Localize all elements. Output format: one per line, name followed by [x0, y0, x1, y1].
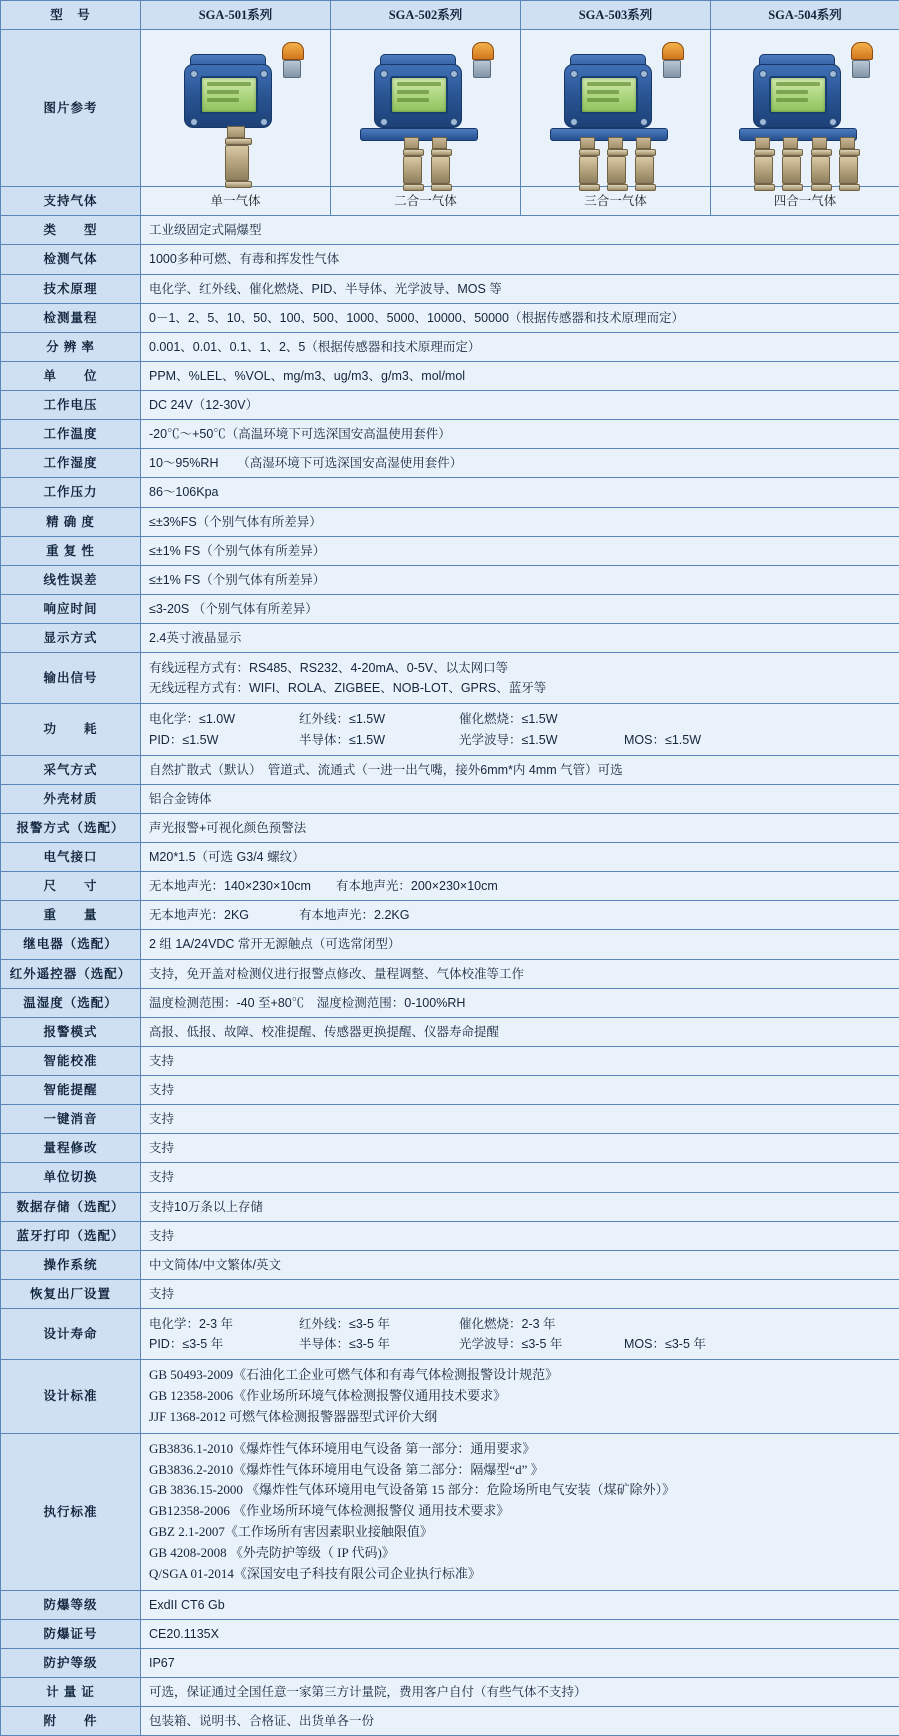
row-value-data-storage: 支持10万条以上存储: [141, 1192, 899, 1221]
exec-standard-line-6: GB 4208-2008 《外壳防护等级（ IP 代码)》: [149, 1543, 891, 1564]
row-value-power: [141, 704, 899, 755]
row-label-os: 操作系统: [1, 1250, 141, 1279]
row-value-size: 无本地声光：140×230×10cm 有本地声光：200×230×10cm: [141, 872, 899, 901]
row-value-humidity: 10～95%RH （高湿环境下可选深国安高湿使用套件）: [141, 449, 899, 478]
alarm-light-icon: [662, 42, 682, 72]
table-row-metrology-cert: [1, 1678, 899, 1707]
sensor-group-dual: [346, 137, 506, 191]
supported-gas-502: 二合一气体: [331, 187, 521, 216]
table-row-type: [1, 216, 899, 245]
row-label-weight: 重 量: [1, 901, 141, 930]
model-header-2: SGA-502系列: [331, 1, 521, 30]
table-row-one-key-mute: [1, 1105, 899, 1134]
power-catalytic: 催化燃烧：≤1.5W: [459, 710, 624, 728]
table-row-size: [1, 872, 899, 901]
row-label-range-modify: 量程修改: [1, 1134, 141, 1163]
table-row-principle: [1, 274, 899, 303]
row-value-exec-standard: [141, 1433, 899, 1590]
row-label-smart-calibration: 智能校准: [1, 1046, 141, 1075]
exec-standard-line-4: GB12358-2006 《作业场所环境气体检测报警仪 通用技术要求》: [149, 1501, 891, 1522]
table-row-weight: [1, 901, 899, 930]
row-value-ir-remote: 支持，免开盖对检测仪进行报警点修改、量程调整、气体校准等工作: [141, 959, 899, 988]
table-row-accessories: [1, 1707, 899, 1736]
exec-standard-line-5: GBZ 2.1-2007《工作场所有害因素职业接触限值》: [149, 1522, 891, 1543]
row-value-housing: 铝合金铸体: [141, 784, 899, 813]
table-row-alarm-mode-option: [1, 813, 899, 842]
table-row-data-storage: [1, 1192, 899, 1221]
row-label-alarm-mode-option: 报警方式（选配）: [1, 813, 141, 842]
supported-gas-501: 单一气体: [141, 187, 331, 216]
table-row-housing: [1, 784, 899, 813]
table-row-model: [1, 1, 899, 30]
row-value-output-signal: [141, 653, 899, 704]
row-value-os: 中文简体/中文繁体/英文: [141, 1250, 899, 1279]
row-value-temp-humidity-option: 温度检测范围：-40 至+80℃ 湿度检测范围：0-100%RH: [141, 988, 899, 1017]
row-value-sampling: 自然扩散式（默认） 管道式、流通式（一进一出气嘴，接外6mm*内 4mm 气管）可选: [141, 755, 899, 784]
row-value-accuracy: ≤±3%FS（个别气体有所差异）: [141, 507, 899, 536]
row-value-detect-gas: 1000多种可燃、有毒和挥发性气体: [141, 245, 899, 274]
table-row-humidity: [1, 449, 899, 478]
table-row-temp-humidity-option: [1, 988, 899, 1017]
display-screen: [200, 76, 258, 114]
power-optical-waveguide: 光学波导：≤1.5W: [459, 731, 624, 749]
table-row-detect-gas: [1, 245, 899, 274]
row-label-accessories: 附 件: [1, 1707, 141, 1736]
table-row-unit-switch: [1, 1163, 899, 1192]
row-label-data-storage: 数据存储（选配）: [1, 1192, 141, 1221]
exec-standard-line-2: GB3836.2-2010《爆炸性气体环境用电气设备 第二部分：隔爆型“d” 》: [149, 1460, 891, 1481]
row-value-electrical-interface: M20*1.5（可选 G3/4 螺纹）: [141, 843, 899, 872]
exec-standard-line-1: GB3836.1-2010《爆炸性气体环境用电气设备 第一部分：通用要求》: [149, 1439, 891, 1460]
table-row-range-modify: [1, 1134, 899, 1163]
row-label-design-lifetime: 设计寿命: [1, 1309, 141, 1360]
table-row-smart-reminder: [1, 1076, 899, 1105]
row-value-accessories: 包装箱、说明书、合格证、出货单各一份: [141, 1707, 899, 1736]
row-label-metrology-cert: 计 量 证: [1, 1678, 141, 1707]
row-value-smart-calibration: 支持: [141, 1046, 899, 1075]
table-row-alarm-modes: [1, 1017, 899, 1046]
sensor-probe-icon: [607, 137, 624, 191]
row-value-one-key-mute: 支持: [141, 1105, 899, 1134]
row-label-housing: 外壳材质: [1, 784, 141, 813]
table-row-linearity: [1, 565, 899, 594]
row-value-factory-reset: 支持: [141, 1279, 899, 1308]
power-infrared: 红外线：≤1.5W: [299, 710, 459, 728]
row-value-design-standard: [141, 1360, 899, 1434]
row-label-unit-switch: 单位切换: [1, 1163, 141, 1192]
table-row-resolution: [1, 332, 899, 361]
table-row-range: [1, 303, 899, 332]
row-label-electrical-interface: 电气接口: [1, 843, 141, 872]
model-header-1: SGA-501系列: [141, 1, 331, 30]
output-signal-line-2: 无线远程方式有：WIFI、ROLA、ZIGBEE、NOB-LOT、GPRS、蓝牙等: [149, 678, 891, 698]
row-label-exec-standard: 执行标准: [1, 1433, 141, 1590]
row-label-repeatability: 重 复 性: [1, 536, 141, 565]
table-row-display: [1, 624, 899, 653]
row-value-metrology-cert: 可选，保证通过全国任意一家第三方计量院，费用客户自付（有些气体不支持）: [141, 1678, 899, 1707]
row-value-weight: 无本地声光：2KG 有本地声光：2.2KG: [141, 901, 899, 930]
table-row-sampling: [1, 755, 899, 784]
table-row-os: [1, 1250, 899, 1279]
design-standard-line-1: GB 50493-2009《石油化工企业可燃气体和有毒气体检测报警设计规范》: [149, 1365, 891, 1386]
row-value-voltage: DC 24V（12-30V）: [141, 391, 899, 420]
alarm-light-icon: [472, 42, 492, 72]
row-value-resolution: 0.001、0.01、0.1、1、2、5（根据传感器和技术原理而定）: [141, 332, 899, 361]
row-value-temperature: -20℃～+50℃（高温环境下可选深国安高温使用套件）: [141, 420, 899, 449]
row-label-smart-reminder: 智能提醒: [1, 1076, 141, 1105]
display-screen: [580, 76, 638, 114]
table-row-repeatability: [1, 536, 899, 565]
row-label-factory-reset: 恢复出厂设置: [1, 1279, 141, 1308]
row-label-display: 显示方式: [1, 624, 141, 653]
table-row-electrical-interface: [1, 843, 899, 872]
exec-standard-line-7: Q/SGA 01-2014《深国安电子科技有限公司企业执行标准》: [149, 1564, 891, 1585]
life-electrochemical: 电化学：2-3 年: [149, 1315, 299, 1333]
table-row-images: [1, 30, 899, 187]
sensor-probe-icon: [579, 137, 596, 191]
sensor-probe-icon: [431, 137, 448, 191]
row-label-range: 检测量程: [1, 303, 141, 332]
row-label-ip-grade: 防护等级: [1, 1648, 141, 1677]
row-label-image-reference: 图片参考: [1, 30, 141, 187]
life-optical-waveguide: 光学波导：≤3-5 年: [459, 1335, 624, 1353]
product-image-501: [141, 30, 331, 187]
sensor-group-quad: [725, 137, 885, 191]
alarm-light-icon: [282, 42, 302, 72]
table-row-ip-grade: [1, 1648, 899, 1677]
row-label-ir-remote: 红外遥控器（选配）: [1, 959, 141, 988]
row-value-display: 2.4英寸液晶显示: [141, 624, 899, 653]
row-label-bluetooth-print: 蓝牙打印（选配）: [1, 1221, 141, 1250]
sensor-probe-icon: [782, 137, 799, 191]
row-value-unit: PPM、%LEL、%VOL、mg/m3、ug/m3、g/m3、mol/mol: [141, 361, 899, 390]
product-image-502: [331, 30, 521, 187]
design-standard-line-2: GB 12358-2006《作业场所环境气体检测报警仪通用技术要求》: [149, 1386, 891, 1407]
table-row-unit: [1, 361, 899, 390]
display-screen: [390, 76, 448, 114]
row-value-unit-switch: 支持: [141, 1163, 899, 1192]
row-value-explosion-proof-grade: ExdII CT6 Gb: [141, 1590, 899, 1619]
row-value-alarm-mode-option: 声光报警+可视化颜色预警法: [141, 813, 899, 842]
sensor-probe-icon: [635, 137, 652, 191]
design-standard-line-3: JJF 1368-2012 可燃气体检测报警器器型式评价大纲: [149, 1407, 891, 1428]
row-label-linearity: 线性误差: [1, 565, 141, 594]
sensor-probe-icon: [403, 137, 420, 191]
table-row-design-standard: [1, 1360, 899, 1434]
row-value-linearity: ≤±1% FS（个别气体有所差异）: [141, 565, 899, 594]
product-image-503: [521, 30, 711, 187]
row-value-pressure: 86～106Kpa: [141, 478, 899, 507]
sensor-probe-icon: [811, 137, 828, 191]
row-label-model: 型 号: [1, 1, 141, 30]
table-row-accuracy: [1, 507, 899, 536]
table-row-explosion-proof-grade: [1, 1590, 899, 1619]
row-value-design-lifetime: [141, 1309, 899, 1360]
table-row-temperature: [1, 420, 899, 449]
row-value-bluetooth-print: 支持: [141, 1221, 899, 1250]
row-value-range: 0－1、2、5、10、50、100、500、1000、5000、10000、50000（根据传感器和技术原理而定）: [141, 303, 899, 332]
supported-gas-503: 三合一气体: [521, 187, 711, 216]
table-row-power: [1, 704, 899, 755]
life-infrared: 红外线：≤3-5 年: [299, 1315, 459, 1333]
table-row-smart-calibration: [1, 1046, 899, 1075]
row-label-supported-gas: 支持气体: [1, 187, 141, 216]
row-label-sampling: 采气方式: [1, 755, 141, 784]
gas-detector-illustration-1: [156, 36, 316, 182]
row-value-ip-grade: IP67: [141, 1648, 899, 1677]
model-header-4: SGA-504系列: [711, 1, 899, 30]
table-row-ir-remote: [1, 959, 899, 988]
gas-detector-illustration-3: [536, 36, 696, 182]
row-label-alarm-modes: 报警模式: [1, 1017, 141, 1046]
product-image-504: [711, 30, 899, 187]
power-electrochemical: 电化学：≤1.0W: [149, 710, 299, 728]
life-semiconductor: 半导体：≤3-5 年: [299, 1335, 459, 1353]
row-label-principle: 技术原理: [1, 274, 141, 303]
row-value-explosion-cert-no: CE20.1135X: [141, 1619, 899, 1648]
life-mos: MOS：≤3-5 年: [624, 1335, 706, 1353]
table-row-response-time: [1, 594, 899, 623]
row-label-size: 尺 寸: [1, 872, 141, 901]
row-label-explosion-cert-no: 防爆证号: [1, 1619, 141, 1648]
life-catalytic: 催化燃烧：2-3 年: [459, 1315, 624, 1333]
sensor-group-single: [156, 126, 316, 188]
alarm-light-icon: [851, 42, 871, 72]
sensor-probe-icon: [754, 137, 771, 191]
row-value-repeatability: ≤±1% FS（个别气体有所差异）: [141, 536, 899, 565]
sensor-probe-icon: [839, 137, 856, 191]
row-value-response-time: ≤3-20S （个别气体有所差异）: [141, 594, 899, 623]
row-label-relay: 继电器（选配）: [1, 930, 141, 959]
row-label-detect-gas: 检测气体: [1, 245, 141, 274]
table-row-voltage: [1, 391, 899, 420]
row-label-explosion-proof-grade: 防爆等级: [1, 1590, 141, 1619]
row-label-accuracy: 精 确 度: [1, 507, 141, 536]
display-screen: [769, 76, 827, 114]
sensor-probe-icon: [225, 126, 247, 188]
row-value-principle: 电化学、红外线、催化燃烧、PID、半导体、光学波导、MOS 等: [141, 274, 899, 303]
table-row-design-lifetime: [1, 1309, 899, 1360]
power-mos: MOS：≤1.5W: [624, 731, 701, 749]
row-label-temp-humidity-option: 温湿度（选配）: [1, 988, 141, 1017]
row-label-voltage: 工作电压: [1, 391, 141, 420]
output-signal-line-1: 有线远程方式有：RS485、RS232、4-20mA、0-5V、以太网口等: [149, 658, 891, 678]
table-row-output-signal: [1, 653, 899, 704]
row-label-one-key-mute: 一键消音: [1, 1105, 141, 1134]
row-label-response-time: 响应时间: [1, 594, 141, 623]
table-row-pressure: [1, 478, 899, 507]
gas-detector-illustration-4: [725, 36, 885, 182]
row-value-relay: 2 组 1A/24VDC 常开无源触点（可选常闭型）: [141, 930, 899, 959]
life-pid: PID：≤3-5 年: [149, 1335, 299, 1353]
row-label-unit: 单 位: [1, 361, 141, 390]
table-row-bluetooth-print: [1, 1221, 899, 1250]
row-label-humidity: 工作湿度: [1, 449, 141, 478]
power-semiconductor: 半导体：≤1.5W: [299, 731, 459, 749]
row-value-smart-reminder: 支持: [141, 1076, 899, 1105]
power-pid: PID：≤1.5W: [149, 731, 299, 749]
sensor-group-triple: [536, 137, 696, 191]
row-label-resolution: 分 辨 率: [1, 332, 141, 361]
row-label-output-signal: 输出信号: [1, 653, 141, 704]
row-label-design-standard: 设计标准: [1, 1360, 141, 1434]
row-label-type: 类 型: [1, 216, 141, 245]
row-label-pressure: 工作压力: [1, 478, 141, 507]
table-row-factory-reset: [1, 1279, 899, 1308]
row-label-temperature: 工作温度: [1, 420, 141, 449]
table-row-relay: [1, 930, 899, 959]
row-label-power: 功 耗: [1, 704, 141, 755]
model-header-3: SGA-503系列: [521, 1, 711, 30]
row-value-alarm-modes: 高报、低报、故障、校准提醒、传感器更换提醒、仪器寿命提醒: [141, 1017, 899, 1046]
supported-gas-504: 四合一气体: [711, 187, 899, 216]
gas-detector-illustration-2: [346, 36, 506, 182]
table-row-explosion-cert-no: [1, 1619, 899, 1648]
table-row-exec-standard: [1, 1433, 899, 1590]
row-value-range-modify: 支持: [141, 1134, 899, 1163]
row-value-type: 工业级固定式隔爆型: [141, 216, 899, 245]
exec-standard-line-3: GB 3836.15-2000 《爆炸性气体环境用电气设备第 15 部分：危险场所电气安装（煤矿除外）》: [149, 1480, 891, 1501]
